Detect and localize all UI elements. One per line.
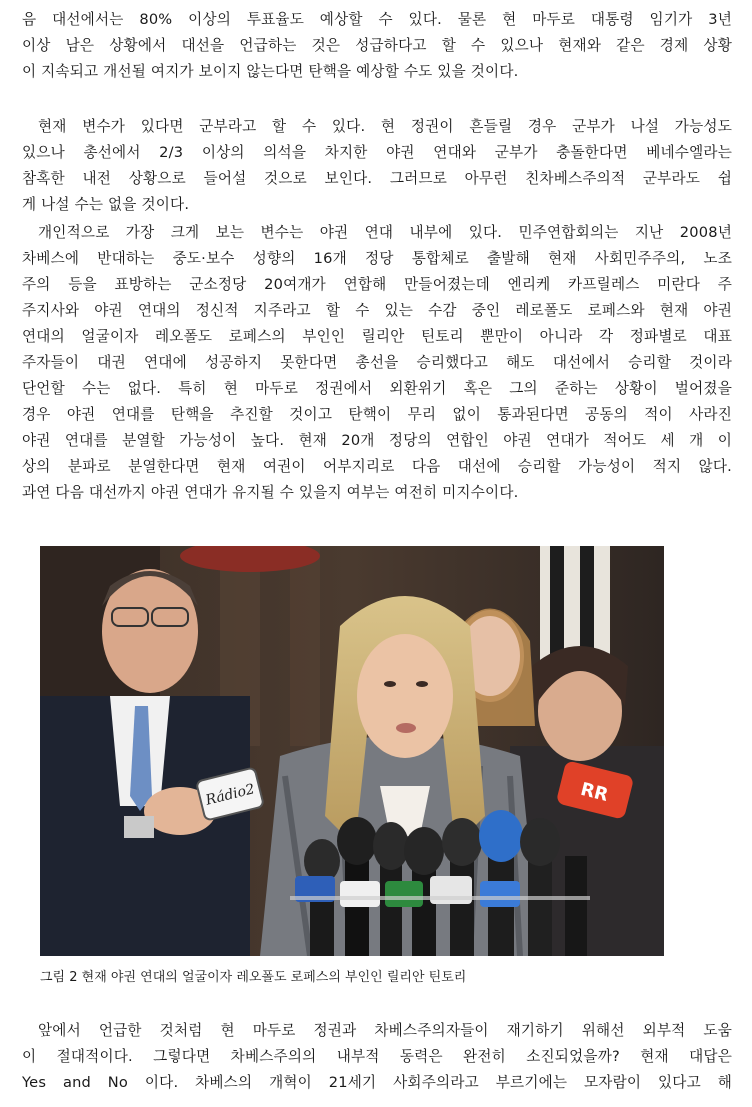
text-line: 이상 남은 상황에서 대선을 언급하는 것은 성급하다고 할 수 있으나 현재와 같은 경제 상황 [22, 37, 732, 54]
text-line: 이 절대적이다. 그렇다면 차베스주의의 내부적 동력은 완전히 소진되었을까? 현재 대답은 [22, 1048, 732, 1065]
text-line: 경우 야권 연대를 탄핵을 추진할 것이고 탄핵이 무리 없이 통과된다면 공동의 적이 사라진 [22, 406, 732, 423]
text-line: Yes and No 이다. 차베스의 개혁이 21세기 사회주의라고 부르기에는 모자람이 있다고 해 [22, 1074, 732, 1091]
text-line: 참혹한 내전 상황으로 들어설 것으로 보인다. 그러므로 아무런 친차베스주의적 군부라도 쉽 [22, 170, 732, 187]
text-line: 있으나 총선에서 2/3 이상의 의석을 차지한 야권 연대와 군부가 충돌한다면 베네수엘라는 [22, 144, 732, 161]
paragraph-opposition-coalition [22, 220, 732, 506]
text-line: 연대의 얼굴이자 레오폴도 로페스의 부인인 릴리안 틴토리 뿐만이 아니라 각 정파별로 대표 [22, 328, 732, 345]
photo-illustration [40, 546, 664, 956]
text-line: 현재 변수가 있다면 군부라고 할 수 있다. 현 정권이 흔들릴 경우 군부가 나설 가능성도 [38, 118, 732, 135]
text-line: 주의 등을 표방하는 군소정당 20여개가 연합해 만들어졌는데 엔리케 카프릴레스 미란다 주 [22, 276, 732, 293]
text-line: 과연 다음 대선까지 야권 연대가 유지될 수 있을지 여부는 여전히 미지수이다. [22, 484, 519, 501]
text-line: 주자들이 대권 연대에 성공하지 못한다면 총선을 승리했다고 해도 대선에서 승리할 것이라 [22, 354, 732, 371]
text-line: 상의 분파로 분열한다면 현재 여권이 어부지리로 다음 대선에 승리할 가능성이 적지 않다. [22, 458, 732, 475]
text-line: 게 나설 수는 없을 것이다. [22, 196, 190, 213]
text-line: 개인적으로 가장 크게 보는 변수는 야권 연대 내부에 있다. 민주연합회의는 지난 2008년 [38, 224, 732, 241]
paragraph-military-variable [22, 114, 732, 218]
press-conference-photo [40, 546, 664, 956]
paragraph-chavismo-momentum [22, 1018, 732, 1096]
text-line: 단언할 수는 없다. 특히 현 마두로 정권에서 외환위기 혹은 그의 준하는 상황이 벌어졌을 [22, 380, 732, 397]
text-line: 차베스에 반대하는 중도·보수 성향의 16개 정당 통합체로 출발해 현재 사회민주주의, 노조 [22, 250, 732, 267]
figure-caption: 그림 2 현재 야권 연대의 얼굴이자 레오폴도 로페스의 부인인 릴리안 틴토리 [40, 970, 467, 985]
mic-logo-rr: RR [578, 778, 611, 806]
text-line: 주지사와 야권 연대의 정신적 지주라고 할 수 있는 수감 중인 레로폴도 로페스와 현재 야권 [22, 302, 732, 319]
text-line: 이 지속되고 개선될 여지가 보이지 않는다면 탄핵을 예상할 수도 있을 것이다. [22, 63, 519, 80]
mic-logo-radio2: Rádio2 [204, 781, 257, 809]
text-line: 앞에서 언급한 것처럼 현 마두로 정권과 차베스주의자들이 재기하기 위해선 외부적 도움 [38, 1022, 732, 1039]
text-line: 야권 연대를 분열할 가능성이 높다. 현재 20개 정당의 연합인 야권 연대가 적어도 세 개 이 [22, 432, 732, 449]
paragraph-election-outlook [22, 7, 732, 85]
text-line: 음 대선에서는 80% 이상의 투표율도 예상할 수 있다. 물론 현 마두로 대통령 임기가 3년 [22, 11, 732, 28]
